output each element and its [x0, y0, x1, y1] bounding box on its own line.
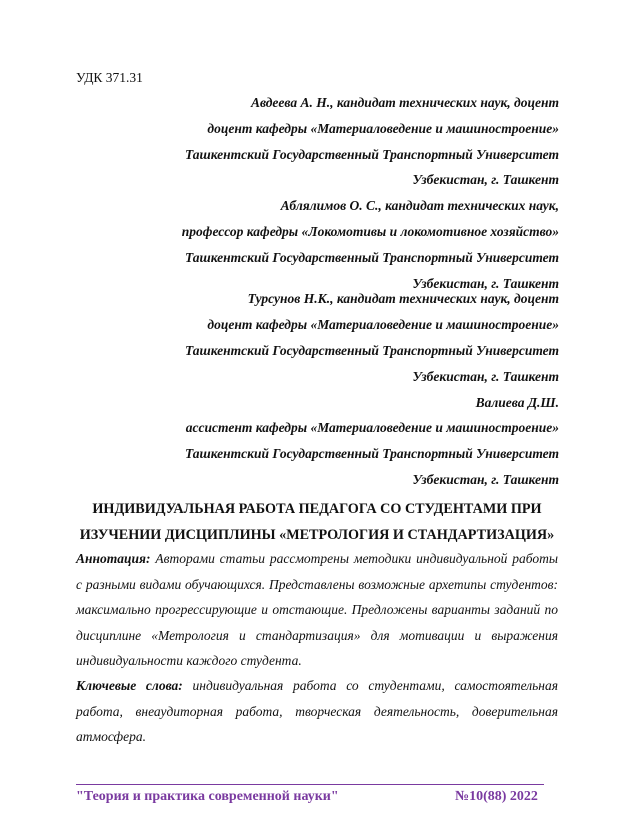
journal-issue: №10(88) 2022 — [455, 789, 538, 804]
udk-code: УДК 371.31 — [76, 70, 143, 85]
keywords-label: Ключевые слова: — [76, 678, 183, 693]
footer-divider — [76, 784, 544, 785]
author-line: доцент кафедры «Материаловедение и машиностроение» — [207, 120, 559, 136]
keywords — [76, 673, 558, 750]
author-line: Валиева Д.Ш. — [475, 394, 559, 410]
author-line: Ташкентский Государственный Транспортный Университет — [184, 146, 559, 162]
title-line-2: ИЗУЧЕНИИ ДИСЦИПЛИНЫ «МЕТРОЛОГИЯ И СТАНДАРТИЗАЦИЯ» — [79, 527, 555, 543]
journal-name: "Теория и практика современной науки" — [76, 789, 339, 804]
author-line: Авдеева А. Н., кандидат технических наук, доцент — [250, 95, 559, 110]
author-line: профессор кафедры «Локомотивы и локомотивное хозяйство» — [181, 223, 559, 239]
author-line: Ташкентский Государственный Транспортный Университет — [184, 342, 559, 358]
author-line: Турсунов Н.К., кандидат технических наук, доцент — [247, 291, 559, 307]
author-line: Ташкентский Государственный Транспортный Университет — [184, 446, 559, 462]
keywords-text: индивидуальная работа со студентами, самостоятельная работа, внеаудиторная работа, творческая деятельность, доверительная атмосфера. — [76, 678, 559, 744]
author-line: Узбекистан, г. Ташкент — [412, 172, 559, 188]
author-line: Аблялимов О. С., кандидат технических наук, — [280, 198, 559, 214]
abstract-label: Аннотация: — [76, 551, 151, 566]
title-line-1: ИНДИВИДУАЛЬНАЯ РАБОТА ПЕДАГОГА СО СТУДЕНТАМИ ПРИ — [92, 501, 542, 517]
author-line: ассистент кафедры «Материаловедение и машиностроение» — [185, 420, 559, 436]
author-line: Узбекистан, г. Ташкент — [412, 471, 559, 487]
article-title — [70, 496, 564, 548]
author-line: Ташкентский Государственный Транспортный Университет — [184, 249, 559, 265]
author-line: Узбекистан, г. Ташкент — [412, 275, 559, 291]
author-line: доцент кафедры «Материаловедение и машиностроение» — [207, 317, 559, 333]
abstract-text: Авторами статьи рассмотрены методики индивидуальной работы с разными видами обучающихся. Представлены возможные архетипы студентов: максимально прогрессирующие и отстающие. Предложены варианты заданий по дисциплине «Метрология и стандартизация» для мотивации и выражения индивидуальности каждого студента. — [76, 551, 559, 668]
author-block — [79, 90, 559, 493]
author-line: Узбекистан, г. Ташкент — [412, 368, 559, 384]
abstract — [76, 546, 558, 674]
